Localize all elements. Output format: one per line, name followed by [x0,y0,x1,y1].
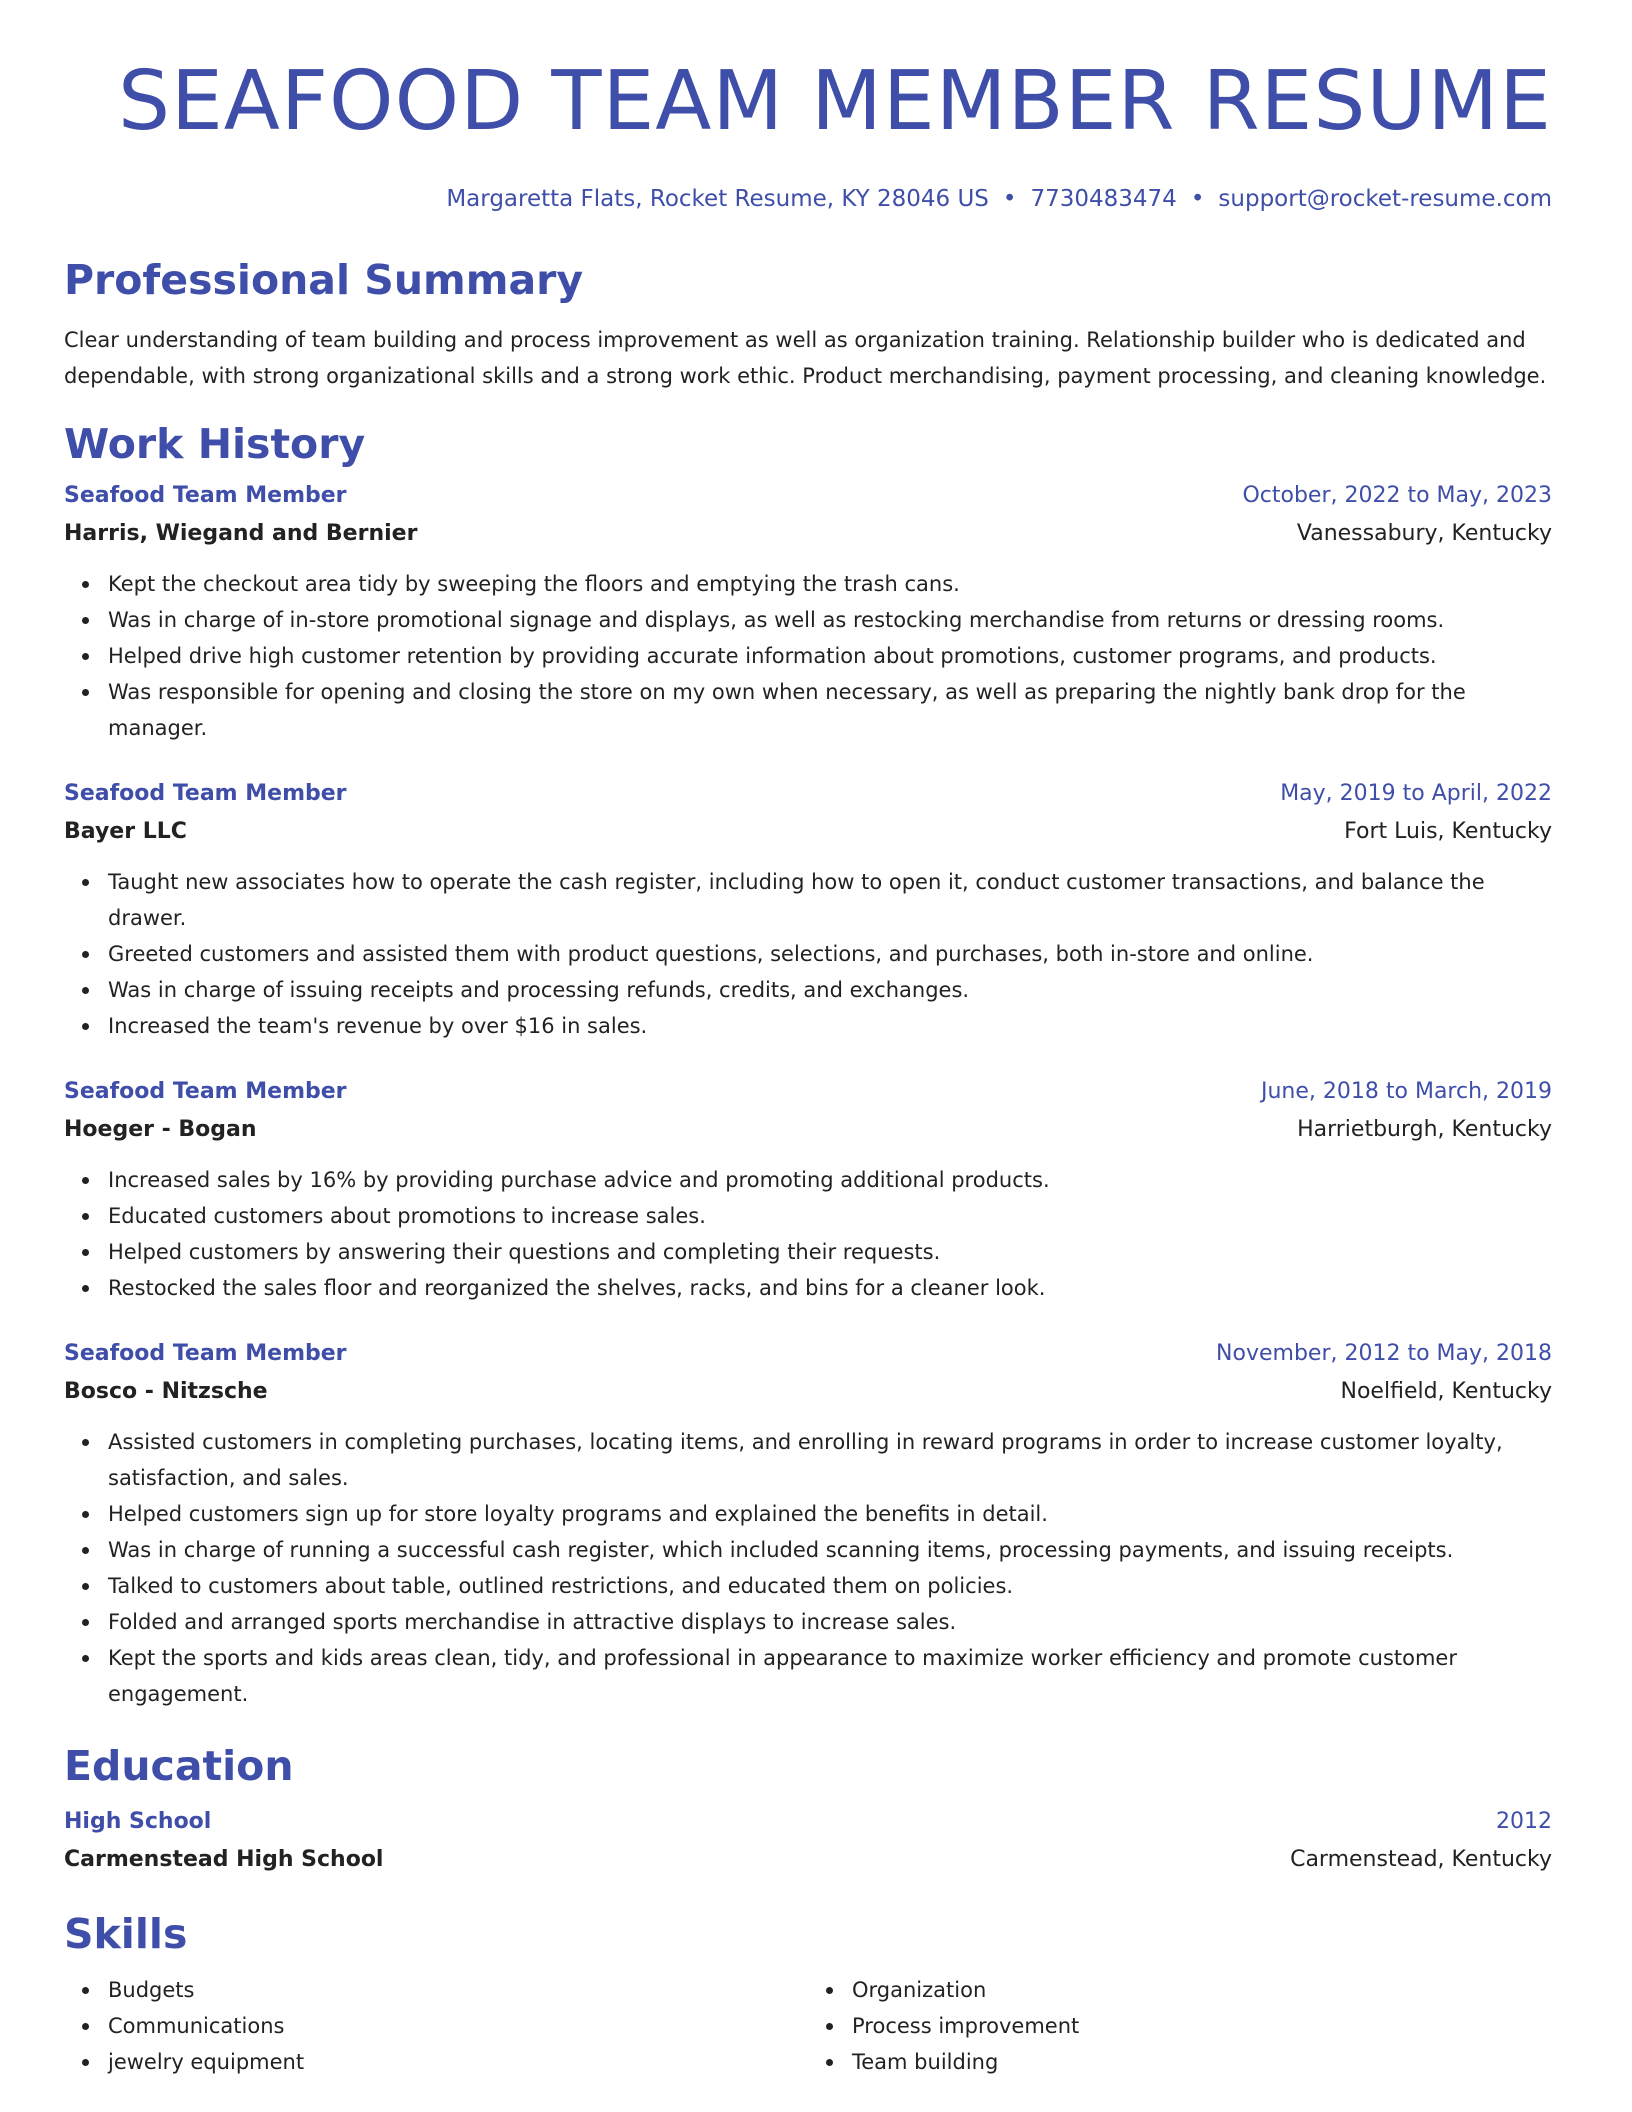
job-dates: June, 2018 to March, 2019 [1261,1079,1552,1104]
job-bullet: Was in charge of running a successful cash register, which included scanning items, processing payments, and issuing receipts. [108,1532,1552,1568]
job-bullet: Educated customers about promotions to increase sales. [108,1198,1552,1234]
resume-title: SEAFOOD TEAM MEMBER RESUME [117,54,1552,149]
job-bullet: Taught new associates how to operate the cash register, including how to open it, conduct customer transactions, and balance the drawer. [108,864,1552,936]
job-location: Fort Luis, Kentucky [1344,819,1552,844]
job-bullet: Assisted customers in completing purchases, locating items, and enrolling in reward programs in order to increase customer loyalty, satisfaction, and sales. [108,1424,1552,1496]
contact-separator: • [1190,186,1205,212]
skills-heading: Skills [64,1910,188,1958]
job-bullet: Was in charge of issuing receipts and processing refunds, credits, and exchanges. [108,972,1552,1008]
job-location: Noelfield, Kentucky [1340,1379,1552,1404]
skill-item: Organization [852,1972,1552,2008]
contact-address: Margaretta Flats, Rocket Resume, KY 28046 US [446,186,989,212]
work-history-heading: Work History [64,420,366,468]
job-dates: October, 2022 to May, 2023 [1242,483,1552,508]
job-location: Harrietburgh, Kentucky [1297,1117,1552,1142]
job-company: Hoeger - Bogan [64,1117,257,1142]
job-bullets [64,1424,1552,1712]
job-bullets [64,864,1552,1044]
job-company: Bosco - Nitzsche [64,1379,268,1404]
job-entry [64,1336,1552,1712]
skill-item: Budgets [108,1972,808,2008]
job-entry [64,776,1552,1044]
skill-item: Team building [852,2044,1552,2080]
job-role: Seafood Team Member [64,483,347,508]
job-entry [64,1074,1552,1306]
job-company: Bayer LLC [64,819,187,844]
skill-item: jewelry equipment [108,2044,808,2080]
job-role: Seafood Team Member [64,1341,347,1366]
skills-columns [64,1972,1552,2080]
contact-line [64,184,1552,214]
skills-column-left [64,1972,808,2080]
job-location: Vanessabury, Kentucky [1296,521,1552,546]
skills-list [64,1972,808,2080]
job-bullet: Increased the team's revenue by over $16 in sales. [108,1008,1552,1044]
job-bullet: Folded and arranged sports merchandise in attractive displays to increase sales. [108,1604,1552,1640]
job-company: Harris, Wiegand and Bernier [64,521,418,546]
contact-email: support@rocket-resume.com [1218,186,1552,212]
contact-separator: • [1002,186,1017,212]
job-role: Seafood Team Member [64,1079,347,1104]
job-role: Seafood Team Member [64,781,347,806]
job-bullet: Helped customers by answering their questions and completing their requests. [108,1234,1552,1270]
summary-heading: Professional Summary [64,256,584,304]
education-heading: Education [64,1742,294,1790]
job-entry [64,478,1552,746]
job-bullets [64,1162,1552,1306]
job-bullet: Kept the checkout area tidy by sweeping the floors and emptying the trash cans. [108,566,1552,602]
job-bullet: Helped customers sign up for store loyalty programs and explained the benefits in detail. [108,1496,1552,1532]
job-dates: November, 2012 to May, 2018 [1216,1341,1552,1366]
job-dates: May, 2019 to April, 2022 [1280,781,1552,806]
skills-list [808,1972,1552,2080]
job-bullet: Talked to customers about table, outlined restrictions, and educated them on policies. [108,1568,1552,1604]
job-bullet: Increased sales by 16% by providing purchase advice and promoting additional products. [108,1162,1552,1198]
job-bullet: Greeted customers and assisted them with product questions, selections, and purchases, both in-store and online. [108,936,1552,972]
skills-column-right [808,1972,1552,2080]
summary-text: Clear understanding of team building and process improvement as well as organization training. Relationship builder who is dedicated and dependable, with strong organizational skills and a strong work ethic. Product merchandising, payment processing, and cleaning knowledge. [64,328,1547,388]
job-bullet: Kept the sports and kids areas clean, tidy, and professional in appearance to maximize worker efficiency and promote customer engagement. [108,1640,1552,1712]
job-bullet: Helped drive high customer retention by providing accurate information about promotions, customer programs, and products. [108,638,1552,674]
work-history-list [64,478,1552,1712]
education-year: 2012 [1496,1809,1552,1834]
education-degree: High School [64,1809,212,1834]
job-bullet: Was in charge of in-store promotional signage and displays, as well as restocking merchandise from returns or dressing rooms. [108,602,1552,638]
education-entry [64,1804,1552,1878]
skill-item: Communications [108,2008,808,2044]
education-location: Carmenstead, Kentucky [1290,1847,1552,1872]
education-school: Carmenstead High School [64,1847,384,1872]
skill-item: Process improvement [852,2008,1552,2044]
job-bullets [64,566,1552,746]
job-bullet: Restocked the sales floor and reorganized the shelves, racks, and bins for a cleaner look. [108,1270,1552,1306]
job-bullet: Was responsible for opening and closing the store on my own when necessary, as well as preparing the nightly bank drop for the manager. [108,674,1552,746]
contact-phone: 7730483474 [1030,186,1177,212]
